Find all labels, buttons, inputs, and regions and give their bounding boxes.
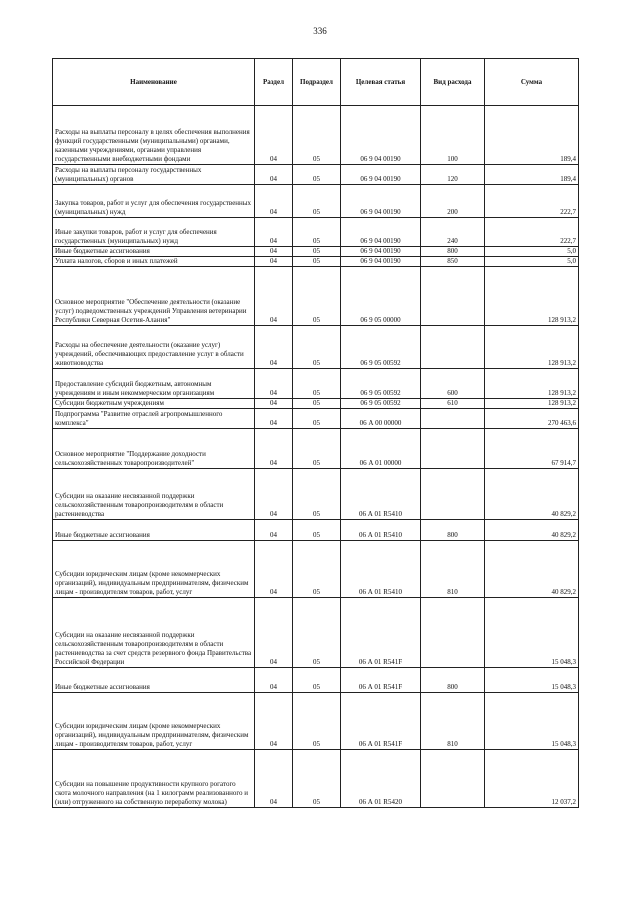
cell-target: 06 9 05 00592 [341, 369, 421, 399]
cell-amount: 40 829,2 [485, 520, 579, 541]
cell-subsection: 05 [293, 267, 341, 326]
table-row [53, 668, 579, 693]
cell-target: 06 9 05 00592 [341, 326, 421, 369]
cell-section: 04 [255, 399, 293, 409]
cell-name: Субсидии на оказание несвязанной поддержки сельскохозяйственным товаропроизводителям в области растениеводства [53, 469, 255, 520]
cell-expense-type: 600 [421, 369, 485, 399]
cell-target: 06 А 01 R5410 [341, 520, 421, 541]
cell-section: 04 [255, 429, 293, 469]
cell-expense-type: 810 [421, 693, 485, 750]
table-row [53, 541, 579, 598]
cell-expense-type: 120 [421, 165, 485, 185]
cell-section: 04 [255, 218, 293, 247]
cell-name: Расходы на выплаты персоналу государственных (муниципальных) органов [53, 165, 255, 185]
cell-amount: 189,4 [485, 106, 579, 165]
cell-amount: 128 913,2 [485, 369, 579, 399]
cell-section: 04 [255, 267, 293, 326]
table-row [53, 218, 579, 247]
cell-target: 06 А 01 00000 [341, 429, 421, 469]
cell-section: 04 [255, 247, 293, 257]
table-row [53, 369, 579, 399]
cell-section: 04 [255, 693, 293, 750]
cell-subsection: 05 [293, 750, 341, 808]
cell-section: 04 [255, 185, 293, 218]
cell-expense-type: 800 [421, 520, 485, 541]
column-header-expense-type: Вид расхода [421, 59, 485, 106]
cell-target: 06 9 04 00190 [341, 218, 421, 247]
budget-table [52, 58, 579, 808]
cell-amount: 12 037,2 [485, 750, 579, 808]
column-header-target: Целевая статья [341, 59, 421, 106]
column-header-name: Наименование [53, 59, 255, 106]
table-row [53, 165, 579, 185]
cell-expense-type: 810 [421, 541, 485, 598]
cell-expense-type [421, 409, 485, 429]
table-row [53, 185, 579, 218]
cell-amount: 15 048,3 [485, 693, 579, 750]
cell-amount: 15 048,3 [485, 598, 579, 668]
cell-name: Основное мероприятие "Обеспечение деятельности (оказание услуг) подведомственных учреждений Управления ветеринарии Республики Северная Осетия-Алания" [53, 267, 255, 326]
cell-subsection: 05 [293, 257, 341, 267]
cell-subsection: 05 [293, 541, 341, 598]
cell-subsection: 05 [293, 106, 341, 165]
cell-section: 04 [255, 257, 293, 267]
cell-expense-type [421, 750, 485, 808]
cell-subsection: 05 [293, 469, 341, 520]
cell-subsection: 05 [293, 399, 341, 409]
page-number: 336 [313, 26, 327, 36]
cell-name: Закупка товаров, работ и услуг для обеспечения государственных (муниципальных) нужд [53, 185, 255, 218]
cell-section: 04 [255, 409, 293, 429]
cell-section: 04 [255, 369, 293, 399]
cell-amount: 40 829,2 [485, 541, 579, 598]
cell-section: 04 [255, 598, 293, 668]
cell-name: Иные закупки товаров, работ и услуг для обеспечения государственных (муниципальных) нужд [53, 218, 255, 247]
cell-section: 04 [255, 469, 293, 520]
cell-name: Иные бюджетные ассигнования [53, 520, 255, 541]
cell-name: Субсидии юридическим лицам (кроме некоммерческих организаций), индивидуальным предпринимателям, физическим лицам - производителям товаров, работ, услуг [53, 541, 255, 598]
cell-subsection: 05 [293, 668, 341, 693]
table-row [53, 247, 579, 257]
cell-target: 06 А 00 00000 [341, 409, 421, 429]
cell-name: Подпрограмма "Развитие отраслей агропромышленного комплекса" [53, 409, 255, 429]
cell-name: Субсидии бюджетным учреждениям [53, 399, 255, 409]
cell-amount: 15 048,3 [485, 668, 579, 693]
cell-section: 04 [255, 106, 293, 165]
cell-section: 04 [255, 326, 293, 369]
cell-subsection: 05 [293, 165, 341, 185]
cell-target: 06 9 04 00190 [341, 257, 421, 267]
cell-expense-type [421, 267, 485, 326]
table-row [53, 693, 579, 750]
cell-expense-type: 240 [421, 218, 485, 247]
table-row [53, 326, 579, 369]
cell-amount: 128 913,2 [485, 399, 579, 409]
table-row [53, 429, 579, 469]
table-row [53, 598, 579, 668]
cell-target: 06 9 05 00000 [341, 267, 421, 326]
cell-subsection: 05 [293, 429, 341, 469]
table-row [53, 469, 579, 520]
cell-expense-type: 610 [421, 399, 485, 409]
column-header-subsection: Подраздел [293, 59, 341, 106]
table-row [53, 106, 579, 165]
cell-expense-type [421, 469, 485, 520]
column-header-section: Раздел [255, 59, 293, 106]
cell-target: 06 А 01 R5410 [341, 469, 421, 520]
cell-name: Иные бюджетные ассигнования [53, 668, 255, 693]
cell-target: 06 9 05 00592 [341, 399, 421, 409]
cell-section: 04 [255, 541, 293, 598]
cell-expense-type: 800 [421, 668, 485, 693]
cell-subsection: 05 [293, 598, 341, 668]
cell-amount: 189,4 [485, 165, 579, 185]
cell-expense-type [421, 429, 485, 469]
cell-subsection: 05 [293, 369, 341, 399]
cell-name: Основное мероприятие "Поддержание доходности сельскохозяйственных товаропроизводителей" [53, 429, 255, 469]
cell-expense-type: 200 [421, 185, 485, 218]
cell-target: 06 А 01 R541F [341, 668, 421, 693]
cell-target: 06 А 01 R541F [341, 693, 421, 750]
cell-target: 06 А 01 R541F [341, 598, 421, 668]
cell-amount: 5,0 [485, 257, 579, 267]
cell-amount: 128 913,2 [485, 326, 579, 369]
cell-name: Субсидии на повышение продуктивности крупного рогатого скота молочного направления (на 1 килограмм реализованного и (или) отгруженного на собственную переработку молока) [53, 750, 255, 808]
cell-amount: 222,7 [485, 218, 579, 247]
cell-name: Уплата налогов, сборов и иных платежей [53, 257, 255, 267]
cell-expense-type: 850 [421, 257, 485, 267]
table-row [53, 409, 579, 429]
cell-expense-type [421, 326, 485, 369]
cell-target: 06 9 04 00190 [341, 185, 421, 218]
cell-subsection: 05 [293, 409, 341, 429]
cell-target: 06 А 01 R5420 [341, 750, 421, 808]
cell-section: 04 [255, 520, 293, 541]
cell-section: 04 [255, 668, 293, 693]
cell-name: Расходы на выплаты персоналу в целях обеспечения выполнения функций государственными (муниципальными) органами, казенными учреждениями, органами управления государственными внебюджетными фондами [53, 106, 255, 165]
cell-subsection: 05 [293, 185, 341, 218]
cell-target: 06 9 04 00190 [341, 106, 421, 165]
cell-section: 04 [255, 750, 293, 808]
cell-amount: 67 914,7 [485, 429, 579, 469]
table-row [53, 399, 579, 409]
cell-name: Субсидии юридическим лицам (кроме некоммерческих организаций), индивидуальным предпринимателям, физическим лицам - производителям товаров, работ, услуг [53, 693, 255, 750]
table-header-row [53, 59, 579, 106]
table-row [53, 520, 579, 541]
cell-amount: 222,7 [485, 185, 579, 218]
cell-amount: 5,0 [485, 247, 579, 257]
cell-name: Субсидии на оказание несвязанной поддержки сельскохозяйственным товаропроизводителям в области растениеводства за счет средств резервного фонда Правительства Российской Федерации [53, 598, 255, 668]
cell-amount: 128 913,2 [485, 267, 579, 326]
cell-amount: 270 463,6 [485, 409, 579, 429]
cell-subsection: 05 [293, 326, 341, 369]
table-row [53, 267, 579, 326]
cell-target: 06 9 04 00190 [341, 165, 421, 185]
cell-subsection: 05 [293, 218, 341, 247]
column-header-amount: Сумма [485, 59, 579, 106]
cell-expense-type: 800 [421, 247, 485, 257]
table-row [53, 257, 579, 267]
cell-name: Предоставление субсидий бюджетным, автономным учреждениям и иным некоммерческим организациям [53, 369, 255, 399]
cell-amount: 40 829,2 [485, 469, 579, 520]
cell-subsection: 05 [293, 520, 341, 541]
cell-expense-type: 100 [421, 106, 485, 165]
cell-target: 06 А 01 R5410 [341, 541, 421, 598]
cell-name: Иные бюджетные ассигнования [53, 247, 255, 257]
table-row [53, 750, 579, 808]
cell-name: Расходы на обеспечение деятельности (оказание услуг) учреждений, обеспечивающих предоставление услуг в области животноводства [53, 326, 255, 369]
cell-subsection: 05 [293, 693, 341, 750]
cell-expense-type [421, 598, 485, 668]
cell-section: 04 [255, 165, 293, 185]
cell-target: 06 9 04 00190 [341, 247, 421, 257]
cell-subsection: 05 [293, 247, 341, 257]
